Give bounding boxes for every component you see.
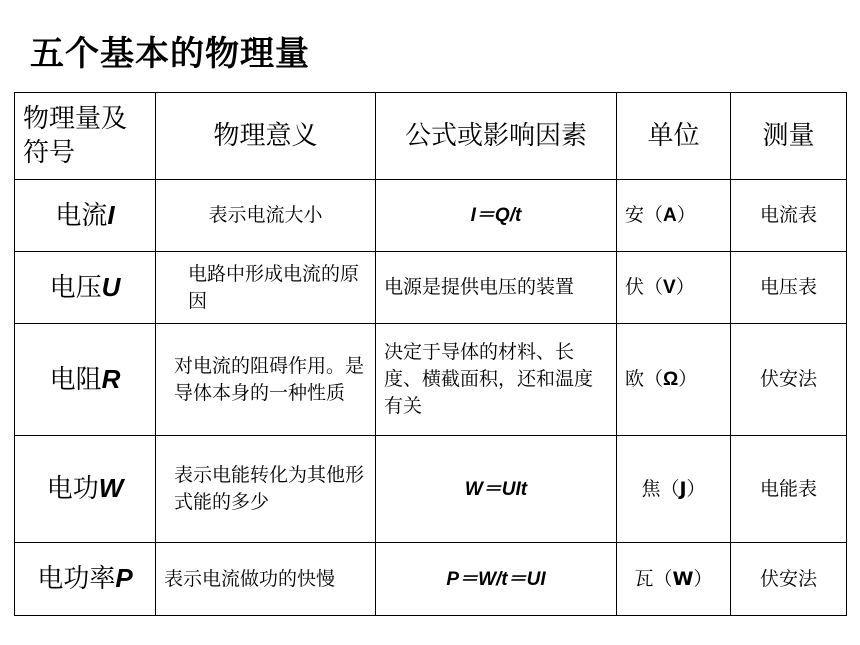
header-formula: 公式或影响因素 bbox=[376, 93, 617, 180]
unit-cell: 伏（V） bbox=[617, 252, 731, 324]
unit-cell: 瓦（W） bbox=[617, 543, 731, 616]
meaning-cell: 表示电流做功的快慢 bbox=[156, 543, 376, 616]
unit-cell: 焦（J） bbox=[617, 436, 731, 543]
formula-cell: I＝Q/t bbox=[376, 180, 617, 252]
measurement-cell: 电流表 bbox=[731, 180, 847, 252]
header-quantity-symbol: 物理量及符号 bbox=[15, 93, 156, 180]
unit-cell: 欧（Ω） bbox=[617, 324, 731, 436]
header-measurement: 测量 bbox=[731, 93, 847, 180]
table-row bbox=[15, 543, 847, 616]
table-row bbox=[15, 252, 847, 324]
unit-cell: 安（A） bbox=[617, 180, 731, 252]
formula-cell: P＝W/t＝UI bbox=[376, 543, 617, 616]
table-row bbox=[15, 180, 847, 252]
meaning-cell: 电路中形成电流的原因 bbox=[156, 252, 376, 324]
formula-cell: 决定于导体的材料、长度、横截面积，还和温度有关 bbox=[376, 324, 617, 436]
quantity-name: 电功W bbox=[15, 436, 156, 543]
quantity-name: 电阻R bbox=[15, 324, 156, 436]
physics-quantities-table bbox=[14, 92, 847, 616]
formula-cell: 电源是提供电压的装置 bbox=[376, 252, 617, 324]
meaning-cell: 对电流的阻碍作用。是导体本身的一种性质 bbox=[156, 324, 376, 436]
measurement-cell: 伏安法 bbox=[731, 324, 847, 436]
table-row bbox=[15, 324, 847, 436]
measurement-cell: 电压表 bbox=[731, 252, 847, 324]
quantity-name: 电功率P bbox=[15, 543, 156, 616]
quantity-name: 电压U bbox=[15, 252, 156, 324]
table-row bbox=[15, 436, 847, 543]
header-meaning: 物理意义 bbox=[156, 93, 376, 180]
page-title: 五个基本的物理量 bbox=[30, 34, 310, 74]
header-unit: 单位 bbox=[617, 93, 731, 180]
meaning-cell: 表示电能转化为其他形式能的多少 bbox=[156, 436, 376, 543]
measurement-cell: 伏安法 bbox=[731, 543, 847, 616]
quantity-name: 电流I bbox=[15, 180, 156, 252]
measurement-cell: 电能表 bbox=[731, 436, 847, 543]
meaning-cell: 表示电流大小 bbox=[156, 180, 376, 252]
formula-cell: W＝UIt bbox=[376, 436, 617, 543]
table-header-row bbox=[15, 93, 847, 180]
